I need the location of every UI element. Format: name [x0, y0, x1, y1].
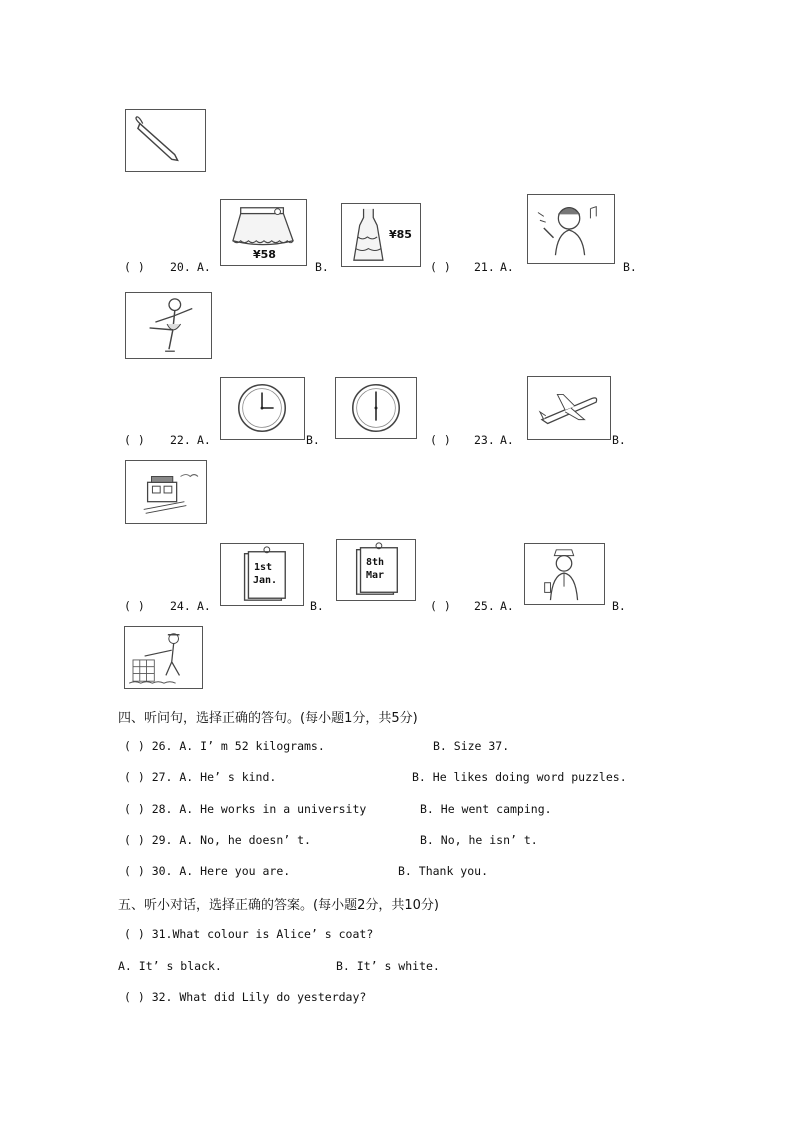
q21-number: 21.	[474, 260, 495, 274]
q23-paren: ( )	[430, 433, 451, 447]
clock-icon	[221, 378, 304, 439]
section4-title: 四、听问句，选择正确的答句。(每小题1分，共5分)	[118, 711, 418, 726]
q21-option-a: A.	[500, 260, 514, 274]
knife-picture	[125, 109, 206, 172]
q22-option-a: A.	[197, 433, 211, 447]
q24-number: 24.	[170, 599, 191, 613]
q23-option-b: B.	[612, 433, 626, 447]
calendar-a-day: 1st	[254, 562, 273, 573]
q20-paren: ( )	[124, 260, 145, 274]
calendar-b-day: 8th	[366, 557, 385, 568]
clock-icon	[336, 378, 416, 438]
q24-option-a: A.	[197, 599, 211, 613]
train-picture	[125, 460, 207, 524]
q28-question: ( ) 28. A. He works in a university	[124, 802, 367, 816]
skater-icon	[126, 293, 211, 358]
clock-picture-b	[335, 377, 417, 439]
q27-option-b: B. He likes doing word puzzles.	[412, 770, 627, 784]
skater-picture	[125, 292, 212, 359]
q21-paren: ( )	[430, 260, 451, 274]
q26-option-b: B. Size 37.	[433, 739, 510, 753]
q31-option-a: A. It’ s black.	[118, 959, 222, 973]
q20-option-a: A.	[197, 260, 211, 274]
train-icon	[126, 461, 206, 523]
q25-number: 25.	[474, 599, 495, 613]
q23-number: 23.	[474, 433, 495, 447]
knife-icon	[126, 110, 205, 171]
calendar-b-month: Mar	[366, 570, 385, 581]
skirt-picture	[220, 199, 307, 266]
plane-picture	[527, 376, 611, 440]
price-label-a: ¥58	[253, 248, 276, 261]
q20-number: 20.	[170, 260, 191, 274]
q21-option-b: B.	[623, 260, 637, 274]
section5-title: 五、听小对话，选择正确的答案。(每小题2分，共10分)	[118, 898, 439, 913]
q27-question: ( ) 27. A. He’ s kind.	[124, 770, 277, 784]
q31-option-b: B. It’ s white.	[336, 959, 440, 973]
fishing-picture	[124, 626, 203, 689]
nurse-icon	[525, 544, 604, 604]
q28-option-b: B. He went camping.	[420, 802, 552, 816]
q23-option-a: A.	[500, 433, 514, 447]
boy-singing-picture	[527, 194, 615, 264]
price-label-b: ¥85	[389, 228, 412, 241]
q22-option-b: B.	[306, 433, 320, 447]
q26-question: ( ) 26. A. I’ m 52 kilograms.	[124, 739, 325, 753]
q24-paren: ( )	[124, 599, 145, 613]
dress-picture	[341, 203, 421, 267]
q20-option-b: B.	[315, 260, 329, 274]
q29-option-b: B. No, he isn’ t.	[420, 833, 538, 847]
q22-number: 22.	[170, 433, 191, 447]
q31-question: ( ) 31.What colour is Alice’ s coat?	[124, 927, 374, 941]
q30-option-b: B. Thank you.	[398, 864, 489, 878]
q32-question: ( ) 32. What did Lily do yesterday?	[124, 990, 367, 1004]
fishing-icon	[125, 627, 202, 688]
q25-option-b: B.	[612, 599, 626, 613]
q25-option-a: A.	[500, 599, 514, 613]
nurse-picture	[524, 543, 605, 605]
calendar-a-month: Jan.	[253, 575, 278, 586]
boy-singing-icon	[528, 195, 614, 263]
q22-paren: ( )	[124, 433, 145, 447]
calendar-picture-b	[336, 539, 416, 601]
plane-icon	[528, 377, 610, 439]
q25-paren: ( )	[430, 599, 451, 613]
calendar-picture-a	[220, 543, 304, 606]
q29-question: ( ) 29. A. No, he doesn’ t.	[124, 833, 311, 847]
clock-picture-a	[220, 377, 305, 440]
q30-question: ( ) 30. A. Here you are.	[124, 864, 291, 878]
q24-option-b: B.	[310, 599, 324, 613]
